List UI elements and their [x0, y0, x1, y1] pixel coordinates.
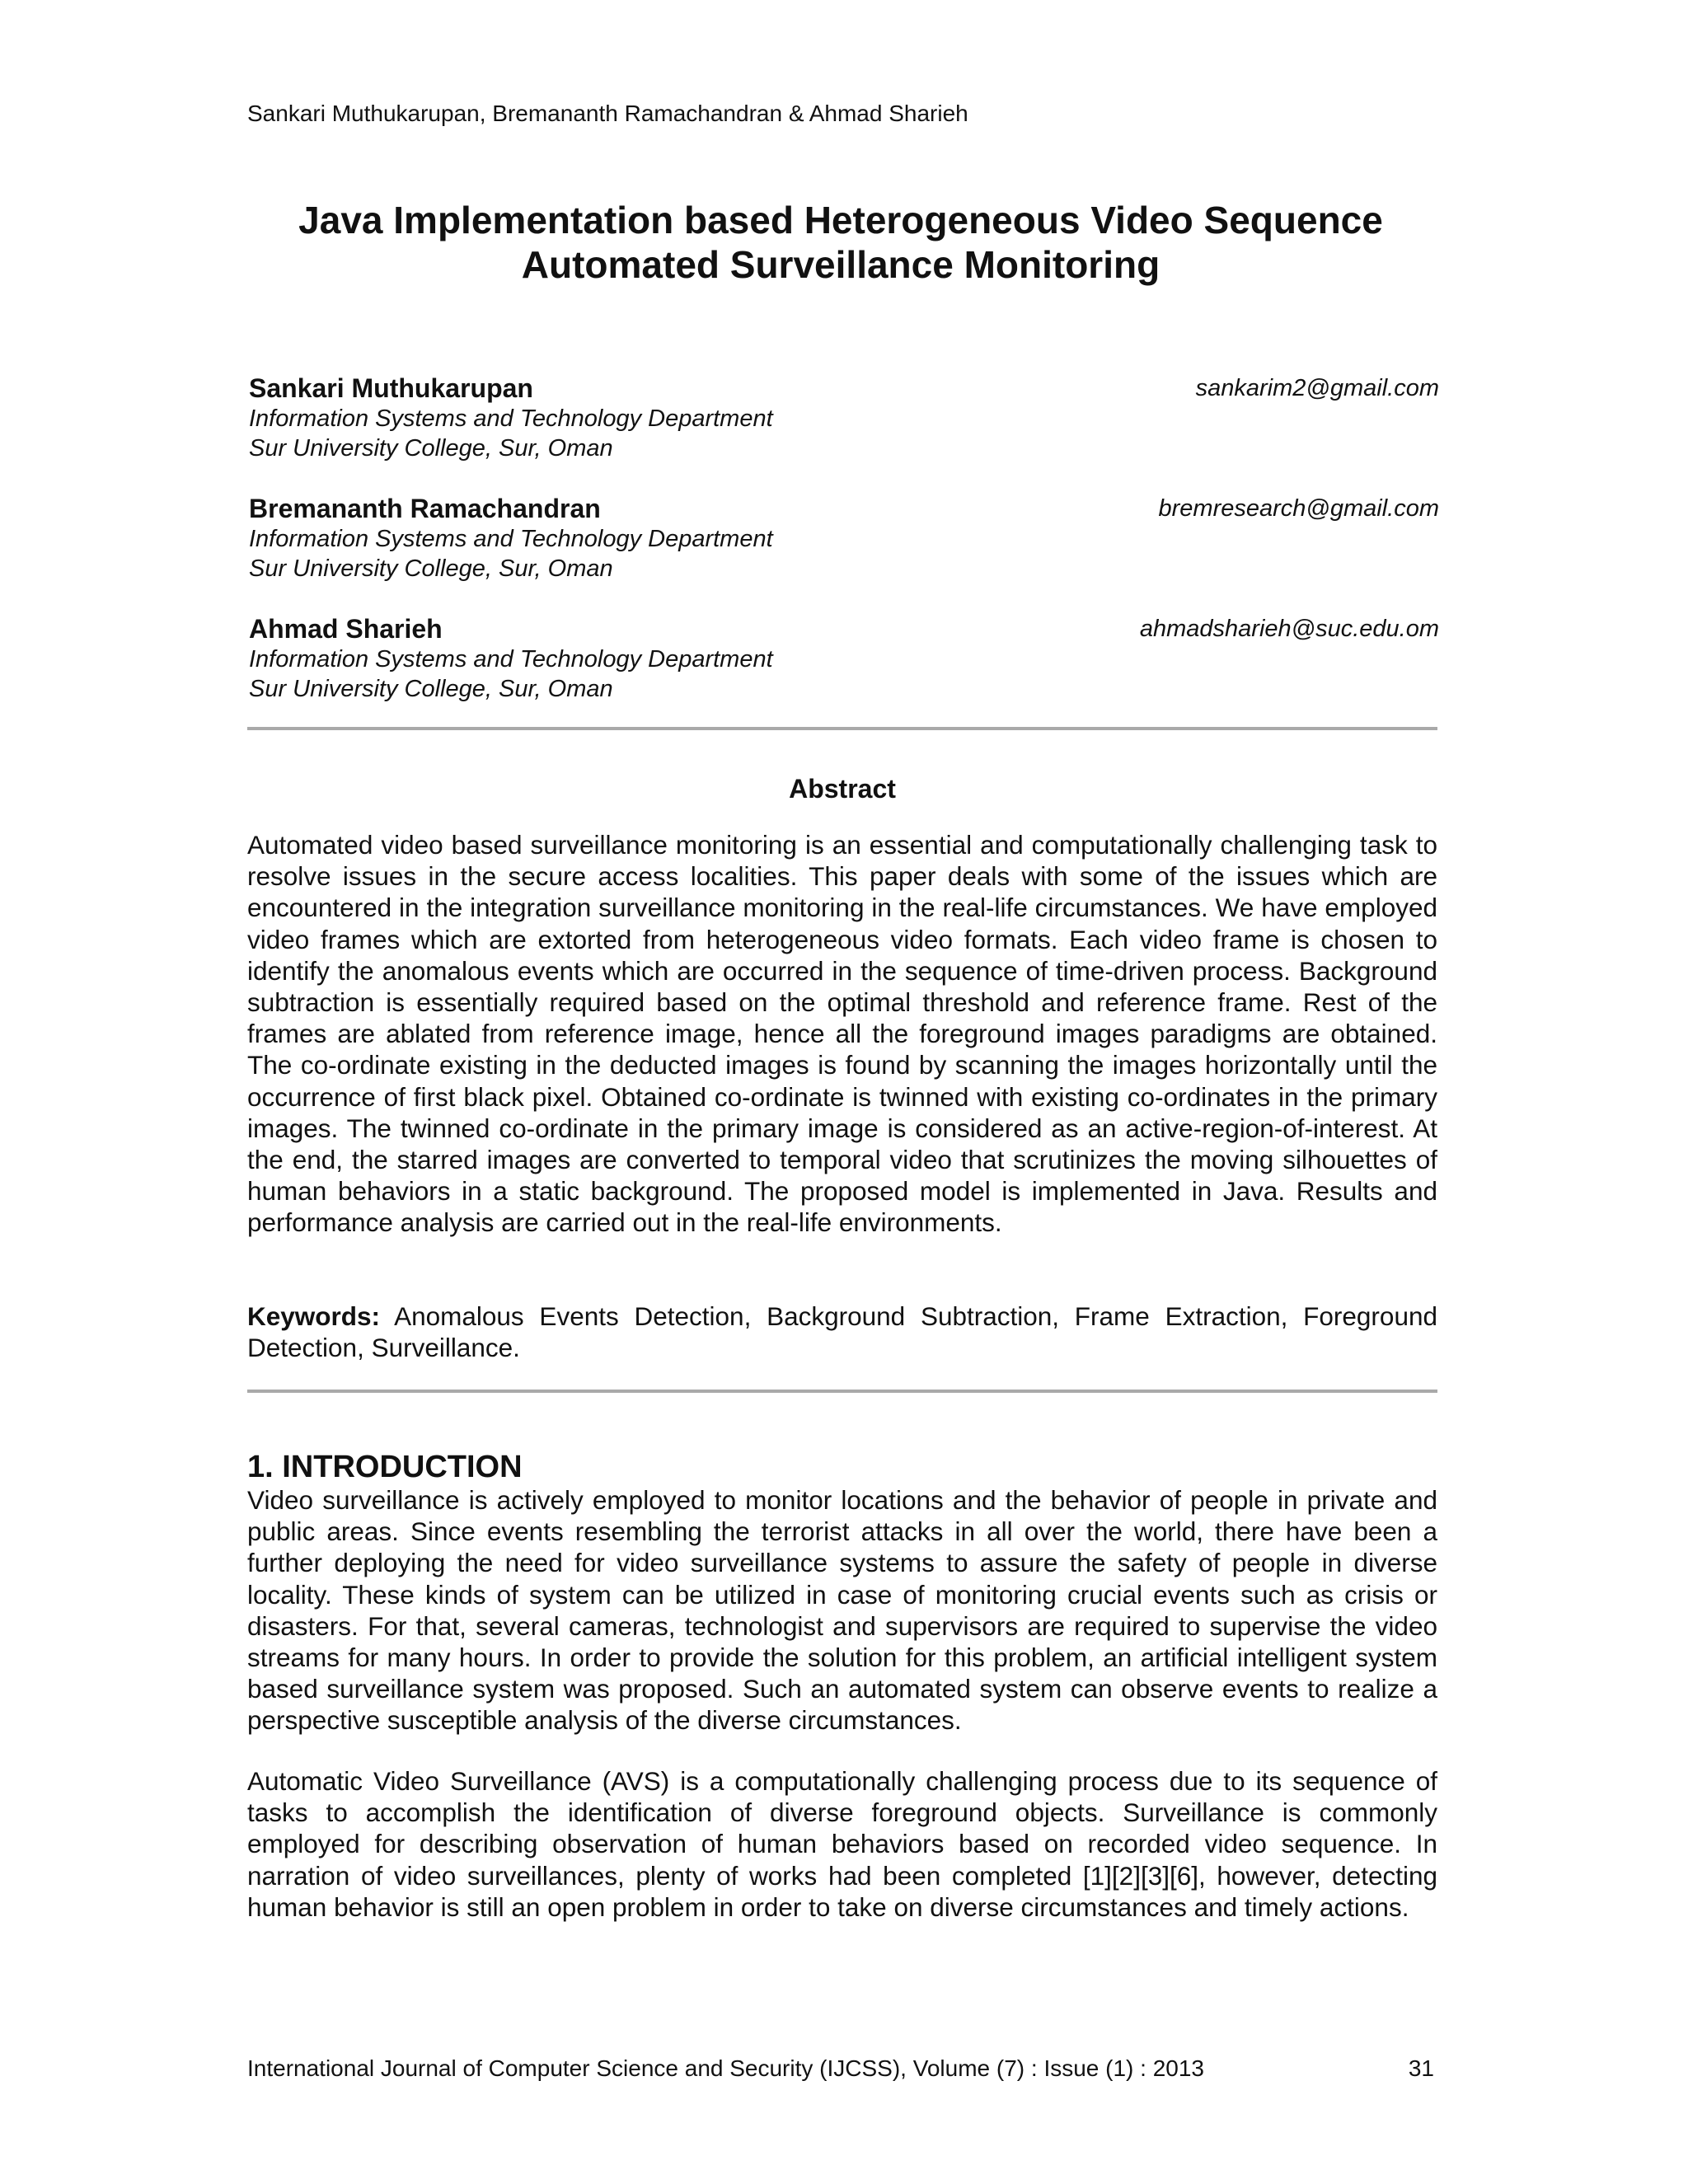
- keywords: [247, 1301, 1437, 1363]
- author-block-3: [249, 613, 1439, 704]
- author-block-2: [249, 493, 1439, 583]
- intro-paragraph-2: Automatic Video Surveillance (AVS) is a computationally challenging process due to its sequence of tasks to accomplish the identification of diverse foreground objects. Surveillance is commonly employed for describing observation of human behaviors based on recorded video sequence. In narration of video surveillances, plenty of works had been completed [1][2][3][6], however, detecting human behavior is still an open problem in order to take on diverse circumstances and timely actions.: [247, 1766, 1437, 1922]
- author-department: Information Systems and Technology Department: [249, 526, 773, 552]
- author-name: Bremananth Ramachandran: [249, 494, 601, 523]
- author-block-1: [249, 373, 1439, 463]
- paper-title-line-2: Automated Surveillance Monitoring: [521, 243, 1160, 286]
- author-institution: Sur University College, Sur, Oman: [249, 555, 613, 582]
- author-email: ahmadsharieh@suc.edu.om: [1139, 616, 1439, 642]
- footer-journal: International Journal of Computer Science and Security (IJCSS), Volume (7) : Issue (1) : 2013: [247, 2055, 1205, 2081]
- author-email: bremresearch@gmail.com: [1158, 495, 1439, 522]
- abstract-text: Automated video based surveillance monitoring is an essential and computationally challenging task to resolve issues in the secure access localities. This paper deals with some of the issues which are encountered in the integration surveillance monitoring in the real-life circumstances. We have employed video frames which are extorted from heterogeneous video formats. Each video frame is chosen to identify the anomalous events which are occurred in the sequence of time-driven process. Background subtraction is essentially required based on the optimal threshold and reference frame. Rest of the frames are ablated from reference image, hence all the foreground images paradigms are obtained. The co-ordinate existing in the deducted images is found by scanning the images horizontally until the occurrence of first black pixel. Obtained co-ordinate is twinned with existing co-ordinates in the primary images. The twinned co-ordinate in the primary image is considered as an active-region-of-interest. At the end, the starred images are converted to temporal video that scrutinizes the moving silhouettes of human behaviors in a static background. The proposed model is implemented in Java. Results and performance analysis are carried out in the real-life environments.: [247, 830, 1437, 1238]
- author-name: Sankari Muthukarupan: [249, 373, 533, 403]
- footer-page-number: 31: [1408, 2055, 1434, 2081]
- author-institution: Sur University College, Sur, Oman: [249, 676, 613, 702]
- paper-title: [247, 198, 1434, 287]
- author-institution: Sur University College, Sur, Oman: [249, 435, 613, 462]
- abstract-heading: Abstract: [789, 774, 896, 804]
- divider-top: [247, 727, 1437, 730]
- running-header: Sankari Muthukarupan, Bremananth Ramachandran & Ahmad Sharieh: [247, 101, 968, 126]
- intro-paragraph-1: Video surveillance is actively employed to monitor locations and the behavior of people in private and public areas. Since events resembling the terrorist attacks in all over the world, there have been a further deploying the need for video surveillance systems to assure the safety of people in diverse locality. These kinds of system can be utilized in case of monitoring crucial events such as crisis or disasters. For that, several cameras, technologist and supervisors are required to supervise the video streams for many hours. In order to provide the solution for this problem, an artificial intelligent system based surveillance system was proposed. Such an automated system can observe events to realize a perspective susceptible analysis of the diverse circumstances.: [247, 1485, 1437, 1736]
- author-department: Information Systems and Technology Department: [249, 646, 773, 673]
- section-heading-introduction: 1. INTRODUCTION: [247, 1450, 523, 1484]
- author-email: sankarim2@gmail.com: [1195, 375, 1439, 401]
- divider-bottom: [247, 1390, 1437, 1393]
- keywords-text: Anomalous Events Detection, Background Subtraction, Frame Extraction, Foreground Detection, Surveillance.: [247, 1301, 1437, 1363]
- author-department: Information Systems and Technology Department: [249, 405, 773, 432]
- paper-title-line-1: Java Implementation based Heterogeneous Video Sequence: [298, 199, 1383, 241]
- author-name: Ahmad Sharieh: [249, 614, 443, 644]
- keywords-label: Keywords:: [247, 1301, 381, 1331]
